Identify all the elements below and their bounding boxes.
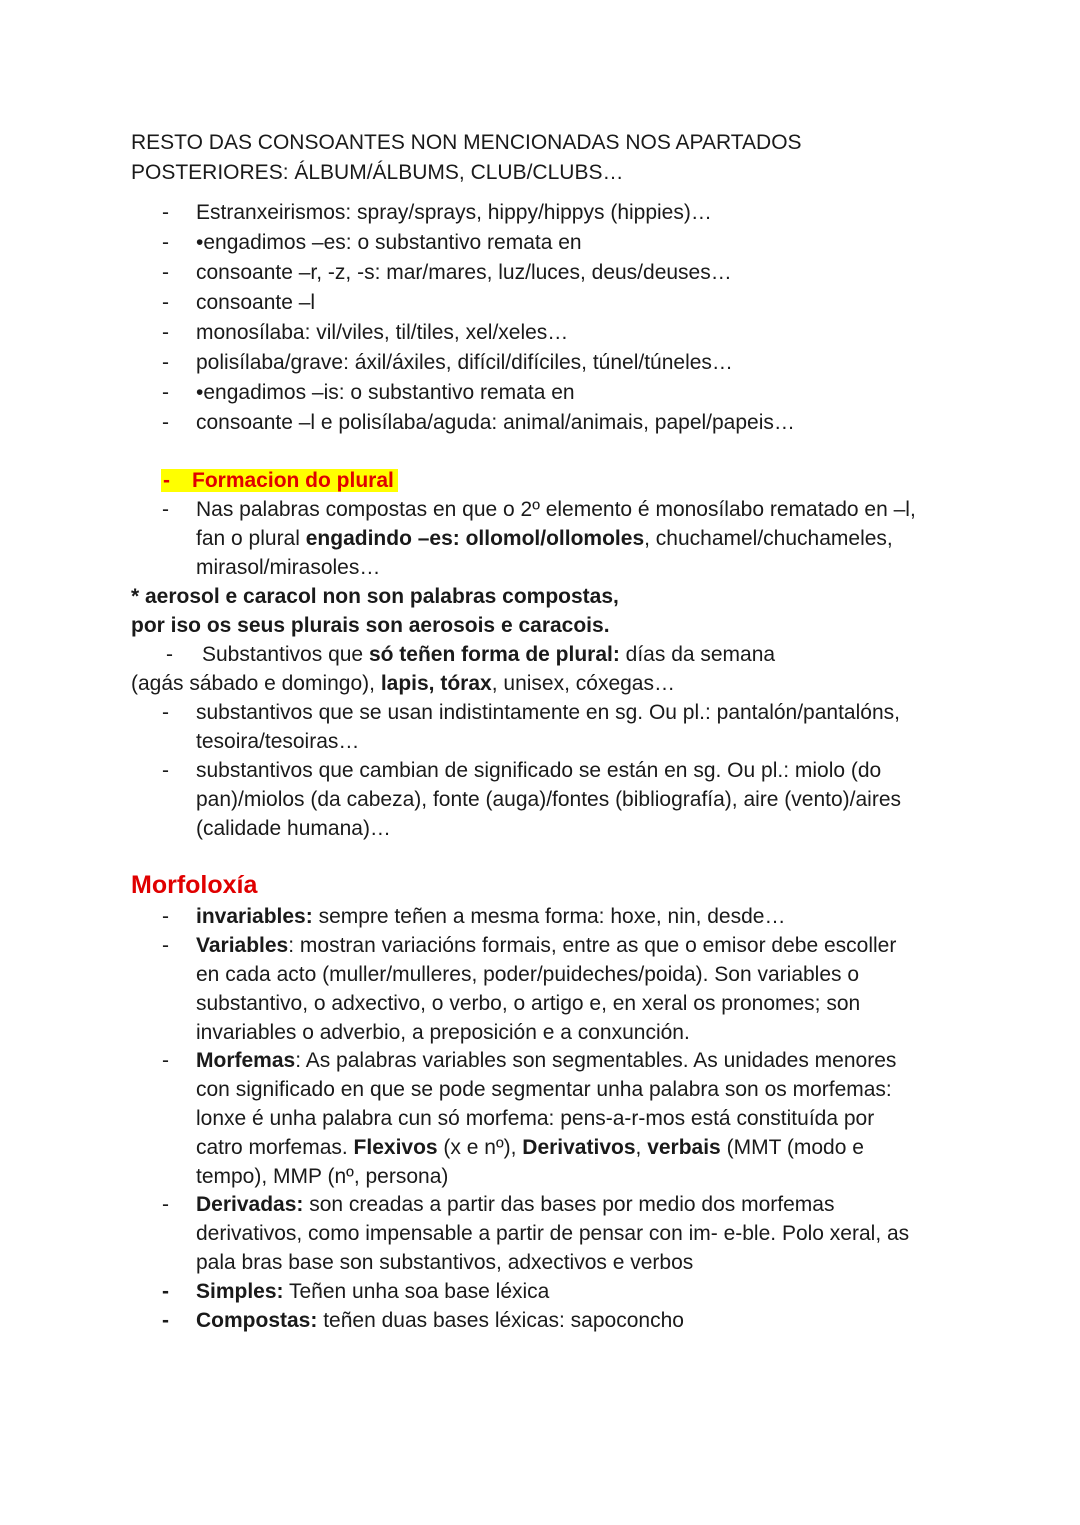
note-line: por iso os seus plurais son aerosois e caracois. (131, 614, 610, 637)
list-item-continuation: catro morfemas. Flexivos (x e nº), Derivativos, verbais (MMT (modo e (196, 1136, 864, 1159)
list-item-continuation: (calidade humana)… (196, 817, 391, 840)
bullet: - (162, 1280, 169, 1303)
bullet: - (162, 498, 169, 521)
bullet: - (162, 411, 169, 434)
list-item-continuation: fan o plural engadindo –es: ollomol/ollomoles, chuchamel/chuchameles, (196, 527, 893, 550)
bullet: - (162, 201, 169, 224)
list-item-continuation: con significado en que se pode segmentar unha palabra son os morfemas: (196, 1078, 892, 1101)
bullet: - (162, 261, 169, 284)
list-item-continuation: pan)/miolos (da cabeza), fonte (auga)/fontes (bibliografía), aire (vento)/aires (196, 788, 902, 811)
bullet: - (162, 905, 169, 928)
list-item-continuation: derivativos, como impensable a partir de pensar con im- e-ble. Polo xeral, as (196, 1222, 910, 1245)
list-item-continuation: invariables o adverbio, a preposición e a conxunción. (196, 1021, 690, 1044)
bullet: - (163, 469, 170, 492)
list-item-continuation: (agás sábado e domingo), lapis, tórax, unisex, cóxegas… (131, 672, 675, 695)
heading-line-2: POSTERIORES: ÁLBUM/ÁLBUMS, CLUB/CLUBS… (131, 161, 624, 184)
document-page: RESTO DAS CONSOANTES NON MENCIONADAS NOS APARTADOS POSTERIORES: ÁLBUM/ÁLBUMS, CLUB/CLUBS… - Estranxeirismos: spray/sprays, hippy/hippys (hippies)… - •engadimos –es: o substantivo remata en - consoante –r, -z, -s: mar/mares, luz/luces, deus/deuses… - consoante –l - monosílaba: vil/viles, til/tiles, xel/xeles… - polisílaba/grave: áxil/áxiles, difícil/difíciles, túnel/túneles… - •engadimos –is: o substantivo remata en - consoante –l e polisílaba/aguda: animal/animais, papel/papeis… - Formacion do plural - Nas palabras compostas en que o 2º elemento é monosílabo rematado en –l, fan o plural engadindo –es: ollomol/ollomoles, chuchamel/chuchameles, mirasol/mirasoles… * aerosol e caracol non son palabras compostas, por iso os seus plurais son aerosois e caracois. - Substantivos que só teñen forma de plural: días da semana (agás sábado e domingo), lapis, tórax, unisex, cóxegas… - substantivos que se usan indistintamente en sg. Ou pl.: pantalón/pantalóns, tesoira/tesoiras… - substantivos que cambian de significado se están en sg. Ou pl.: miolo (do pan)/miolos (da cabeza), fonte (auga)/fontes (bibliografía), aire (vento)/aires (calidade humana)… Morfoloxía - invariables: sempre teñen a mesma forma: hoxe, nin, desde… - Variables: mostran variacións formais, entre as que o emisor debe escoller en cada acto (muller/mulleres, poder/puideches/poida). Son variables o substantivo, o adxectivo, o verbo, o artigo e, en xeral os pronomes; son invariables o adverbio, a preposición e a conxunción. - Morfemas: As palabras variables son segmentables. As unidades menores con significado en que se pode segmentar unha palabra son os morfemas: lonxe é unha palabra cun só morfema: pens-a-r-mos está constituída por catro morfemas. Flexivos (x e nº), Derivativos, verbais (MMT (modo e tempo), MMP (nº, persona) - Derivadas: son creadas a partir das bases por medio dos morfemas derivativos, como impensable a partir de pensar con im- e-ble. Polo xeral, as pala bras base son substantivos, adxectivos e verbos - Simples: Teñen unha soa base léxica - Compostas: teñen duas bases léxicas: sapoconcho (0, 0, 1080, 1525)
plural-section-heading (161, 467, 398, 495)
list-item-continuation: substantivo, o adxectivo, o verbo, o artigo e, en xeral os pronomes; son (196, 992, 861, 1015)
list-item-continuation: en cada acto (muller/mulleres, poder/puideches/poida). Son variables o (196, 963, 860, 986)
bullet: - (162, 1309, 169, 1332)
bullet: - (162, 231, 169, 254)
heading-line-1: RESTO DAS CONSOANTES NON MENCIONADAS NOS APARTADOS (131, 131, 802, 154)
list-item-continuation: tesoira/tesoiras… (196, 730, 360, 753)
bullet: - (166, 643, 173, 666)
bullet: - (162, 759, 169, 782)
list-item-continuation: lonxe é unha palabra cun só morfema: pens-a-r-mos está constituída por (196, 1107, 875, 1130)
bullet: - (162, 934, 169, 957)
bullet: - (162, 1049, 169, 1072)
list-item-continuation: mirasol/mirasoles… (196, 556, 381, 579)
list-item-continuation: pala bras base son substantivos, adxectivos e verbos (196, 1251, 694, 1274)
bullet: - (162, 1193, 169, 1216)
section-title: Formacion do plural (192, 469, 394, 492)
note-line: * aerosol e caracol non son palabras compostas, (131, 585, 619, 608)
list-item-continuation: tempo), MMP (nº, persona) (196, 1165, 449, 1188)
bullet: - (162, 351, 169, 374)
morfoloxia-title: Morfoloxía (131, 871, 258, 899)
bullet: - (162, 321, 169, 344)
bullet: - (162, 701, 169, 724)
bullet: - (162, 381, 169, 404)
bullet: - (162, 291, 169, 314)
